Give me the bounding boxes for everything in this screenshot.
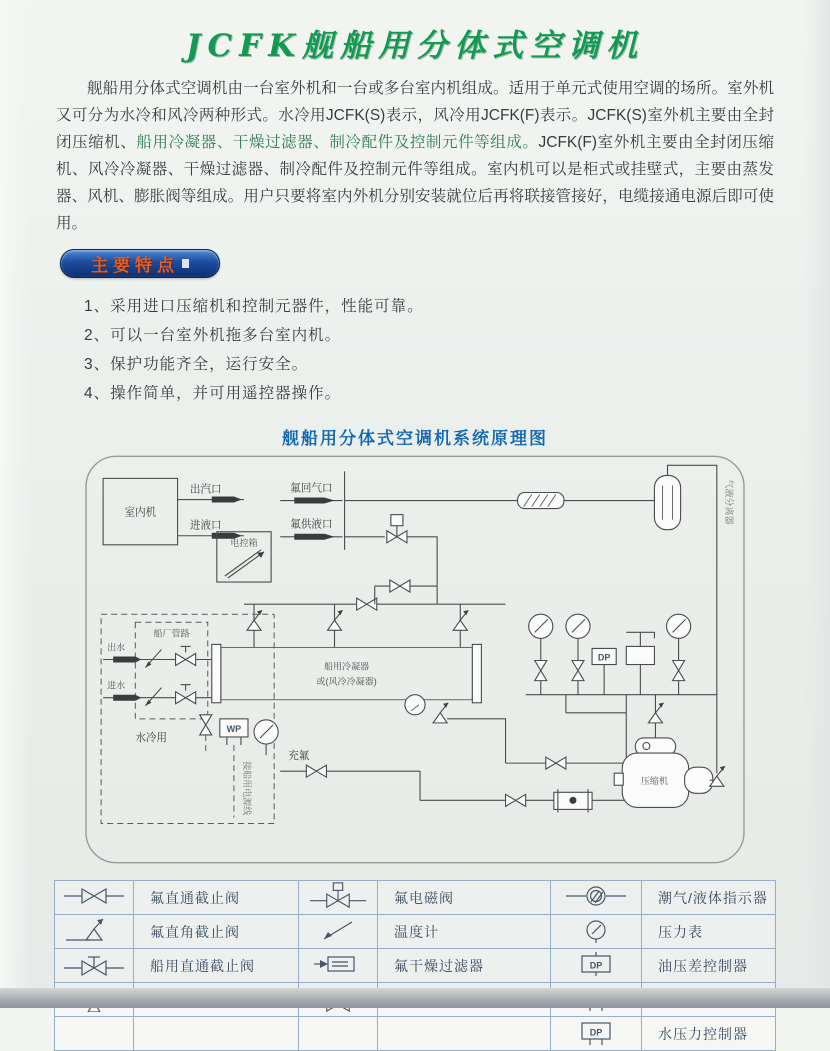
svg-text:室内机: 室内机 xyxy=(124,506,157,519)
intro-paragraph xyxy=(56,75,774,237)
legend-symbol-solenoid-valve xyxy=(299,881,378,915)
separator-label: 气液分离器 xyxy=(723,479,734,525)
feature-item: 4、操作简单，并可用遥控器操作。 xyxy=(84,385,342,402)
compressor xyxy=(614,695,725,808)
valve-icon xyxy=(572,661,584,681)
legend-row xyxy=(55,881,776,915)
schematic-svg xyxy=(83,453,747,866)
legend-symbol-angle-stop-valve xyxy=(55,915,134,949)
legend-label: 压力表 xyxy=(642,915,776,949)
angle-valve-icon xyxy=(433,703,448,723)
features-badge-label: 主要特点 xyxy=(91,256,179,275)
pressure-gauge-icon xyxy=(566,614,590,694)
svg-text:氟供液口: 氟供液口 xyxy=(290,518,333,531)
water-in-label: 进水 xyxy=(107,680,126,691)
port-liquid-in xyxy=(178,519,244,539)
legend-label: 油压差控制器 xyxy=(642,949,776,983)
gauge-panel xyxy=(526,614,717,713)
electric-control-box xyxy=(217,532,271,582)
drier-filter-symbol xyxy=(554,789,592,812)
moisture-indicator-symbol xyxy=(518,492,564,508)
svg-text:DP: DP xyxy=(589,960,603,971)
legend-label: 氟干燥过滤器 xyxy=(378,949,551,983)
legend-row xyxy=(55,1017,776,1051)
legend-cell-empty xyxy=(134,1017,299,1051)
water-pressure-controller xyxy=(200,715,278,818)
svg-text:电控箱: 电控箱 xyxy=(230,537,258,548)
pressure-gauge-icon xyxy=(667,614,691,694)
legend-label: 氟电磁阀 xyxy=(378,881,551,915)
svg-text:DP: DP xyxy=(597,652,611,663)
condenser xyxy=(212,644,506,763)
svg-text:出汽口: 出汽口 xyxy=(189,483,222,496)
legend-cell-empty xyxy=(55,1017,134,1051)
legend-symbol-dp-controller xyxy=(551,949,642,983)
feature-item: 2、可以一台室外机拖多台室内机。 xyxy=(84,327,342,344)
svg-text:船用冷凝器: 船用冷凝器 xyxy=(323,661,370,672)
legend-symbol-straight-stop-valve xyxy=(55,881,134,915)
svg-text:或(风冷冷凝器): 或(风冷冷凝器) xyxy=(316,676,377,687)
feature-item: 1、采用进口压缩机和控制元器件，性能可靠。 xyxy=(84,298,424,315)
intro-segment: JCFK(F)室外机主要由全封闭压缩机、风冷冷凝器、干燥过滤器、制冷配件及控制元件等组成。室内机可以是柜式或挂壁式，主要由蒸发器、风机、膨胀阀等组成。用户只要将室内外机分别安装就位后再将联接管接好，电缆接通电源后即可使用。 xyxy=(56,134,774,232)
water-cooling-label: 水冷用 xyxy=(135,731,167,744)
hilo-pressure-controller-symbol xyxy=(626,632,654,694)
legend-cell-empty xyxy=(299,1017,378,1051)
feature-item: 3、保护功能齐全，运行安全。 xyxy=(84,356,309,373)
features-list xyxy=(54,292,776,408)
legend-symbol-marine-stop-valve xyxy=(55,949,134,983)
features-badge xyxy=(60,249,220,278)
legend-label: 船用直通截止阀 xyxy=(134,949,299,983)
legend-label: 潮气/液体指示器 xyxy=(642,881,776,915)
legend-cell-empty xyxy=(378,1017,551,1051)
valve-icon xyxy=(673,661,685,681)
svg-text:WP: WP xyxy=(226,723,242,734)
indoor-unit xyxy=(103,478,177,544)
legend-label: 氟直角截止阀 xyxy=(134,915,299,949)
stop-valve-icon xyxy=(176,685,196,704)
page-title: JCFK舰船用分体式空调机 xyxy=(185,28,645,64)
oil-pressure-controller-symbol xyxy=(592,648,616,694)
solenoid-valve-symbol xyxy=(387,515,407,543)
stop-valve-icon xyxy=(176,646,196,665)
thermometer-icon xyxy=(145,688,161,706)
port-fluorine-gas-return xyxy=(280,481,342,503)
legend-symbol-pressure-gauge xyxy=(551,915,642,949)
legend-label: 氟直通截止阀 xyxy=(134,881,299,915)
svg-text:压缩机: 压缩机 xyxy=(640,776,669,787)
legend-symbol-thermometer xyxy=(299,915,378,949)
gas-liquid-separator xyxy=(654,475,680,529)
svg-text:氟回气口: 氟回气口 xyxy=(290,482,333,495)
condenser-valve-network xyxy=(244,580,506,647)
intro-segment-highlight: 船用冷凝器、干燥过滤器、制冷配件及控制元件等组成。 xyxy=(136,134,539,151)
diagram-title: 舰船用分体式空调机系统原理图 xyxy=(282,429,548,448)
page-left-shade xyxy=(0,0,30,1008)
legend-symbol-water-pressure-controller xyxy=(551,1017,642,1051)
shipyard-piping-label: 船厂管路 xyxy=(153,628,190,639)
legend-symbol-drier-filter xyxy=(299,949,378,983)
valve-icon xyxy=(200,715,212,735)
svg-text:进液口: 进液口 xyxy=(189,519,222,532)
pressure-gauge-icon xyxy=(254,720,278,755)
legend-row xyxy=(55,949,776,983)
legend-table xyxy=(54,880,776,1051)
charge-label: 充氟 xyxy=(288,750,310,763)
water-out-label: 出水 xyxy=(107,642,126,653)
pressure-gauge-icon xyxy=(529,614,553,694)
legend-symbol-moisture-indicator xyxy=(551,881,642,915)
valve-icon xyxy=(535,661,547,681)
legend-row xyxy=(55,915,776,949)
system-diagram xyxy=(83,453,747,866)
legend-label: 水压力控制器 xyxy=(642,1017,776,1051)
power-cable-label: 接船用电源线 xyxy=(241,761,252,816)
svg-text:DP: DP xyxy=(589,1027,603,1038)
port-gas-out xyxy=(178,482,244,502)
page-right-shade xyxy=(804,0,830,1008)
intro-segment: 舰船用分体式空调机由一台室外机和一台或多台室内机组成。适用于单元式使用空调的场所。室外机又可分为水冷和风冷两种形式。水冷用JCFK(S)表示，风冷用JCFK(F)表示。JCFK(S)室外机主要由全封闭压缩机、 xyxy=(56,80,774,151)
legend-label: 温度计 xyxy=(378,915,551,949)
page-bottom-shadow xyxy=(0,988,830,1008)
port-fluorine-liquid-supply xyxy=(280,518,342,540)
badge-square-mark xyxy=(182,259,189,268)
thermometer-icon xyxy=(145,649,161,667)
